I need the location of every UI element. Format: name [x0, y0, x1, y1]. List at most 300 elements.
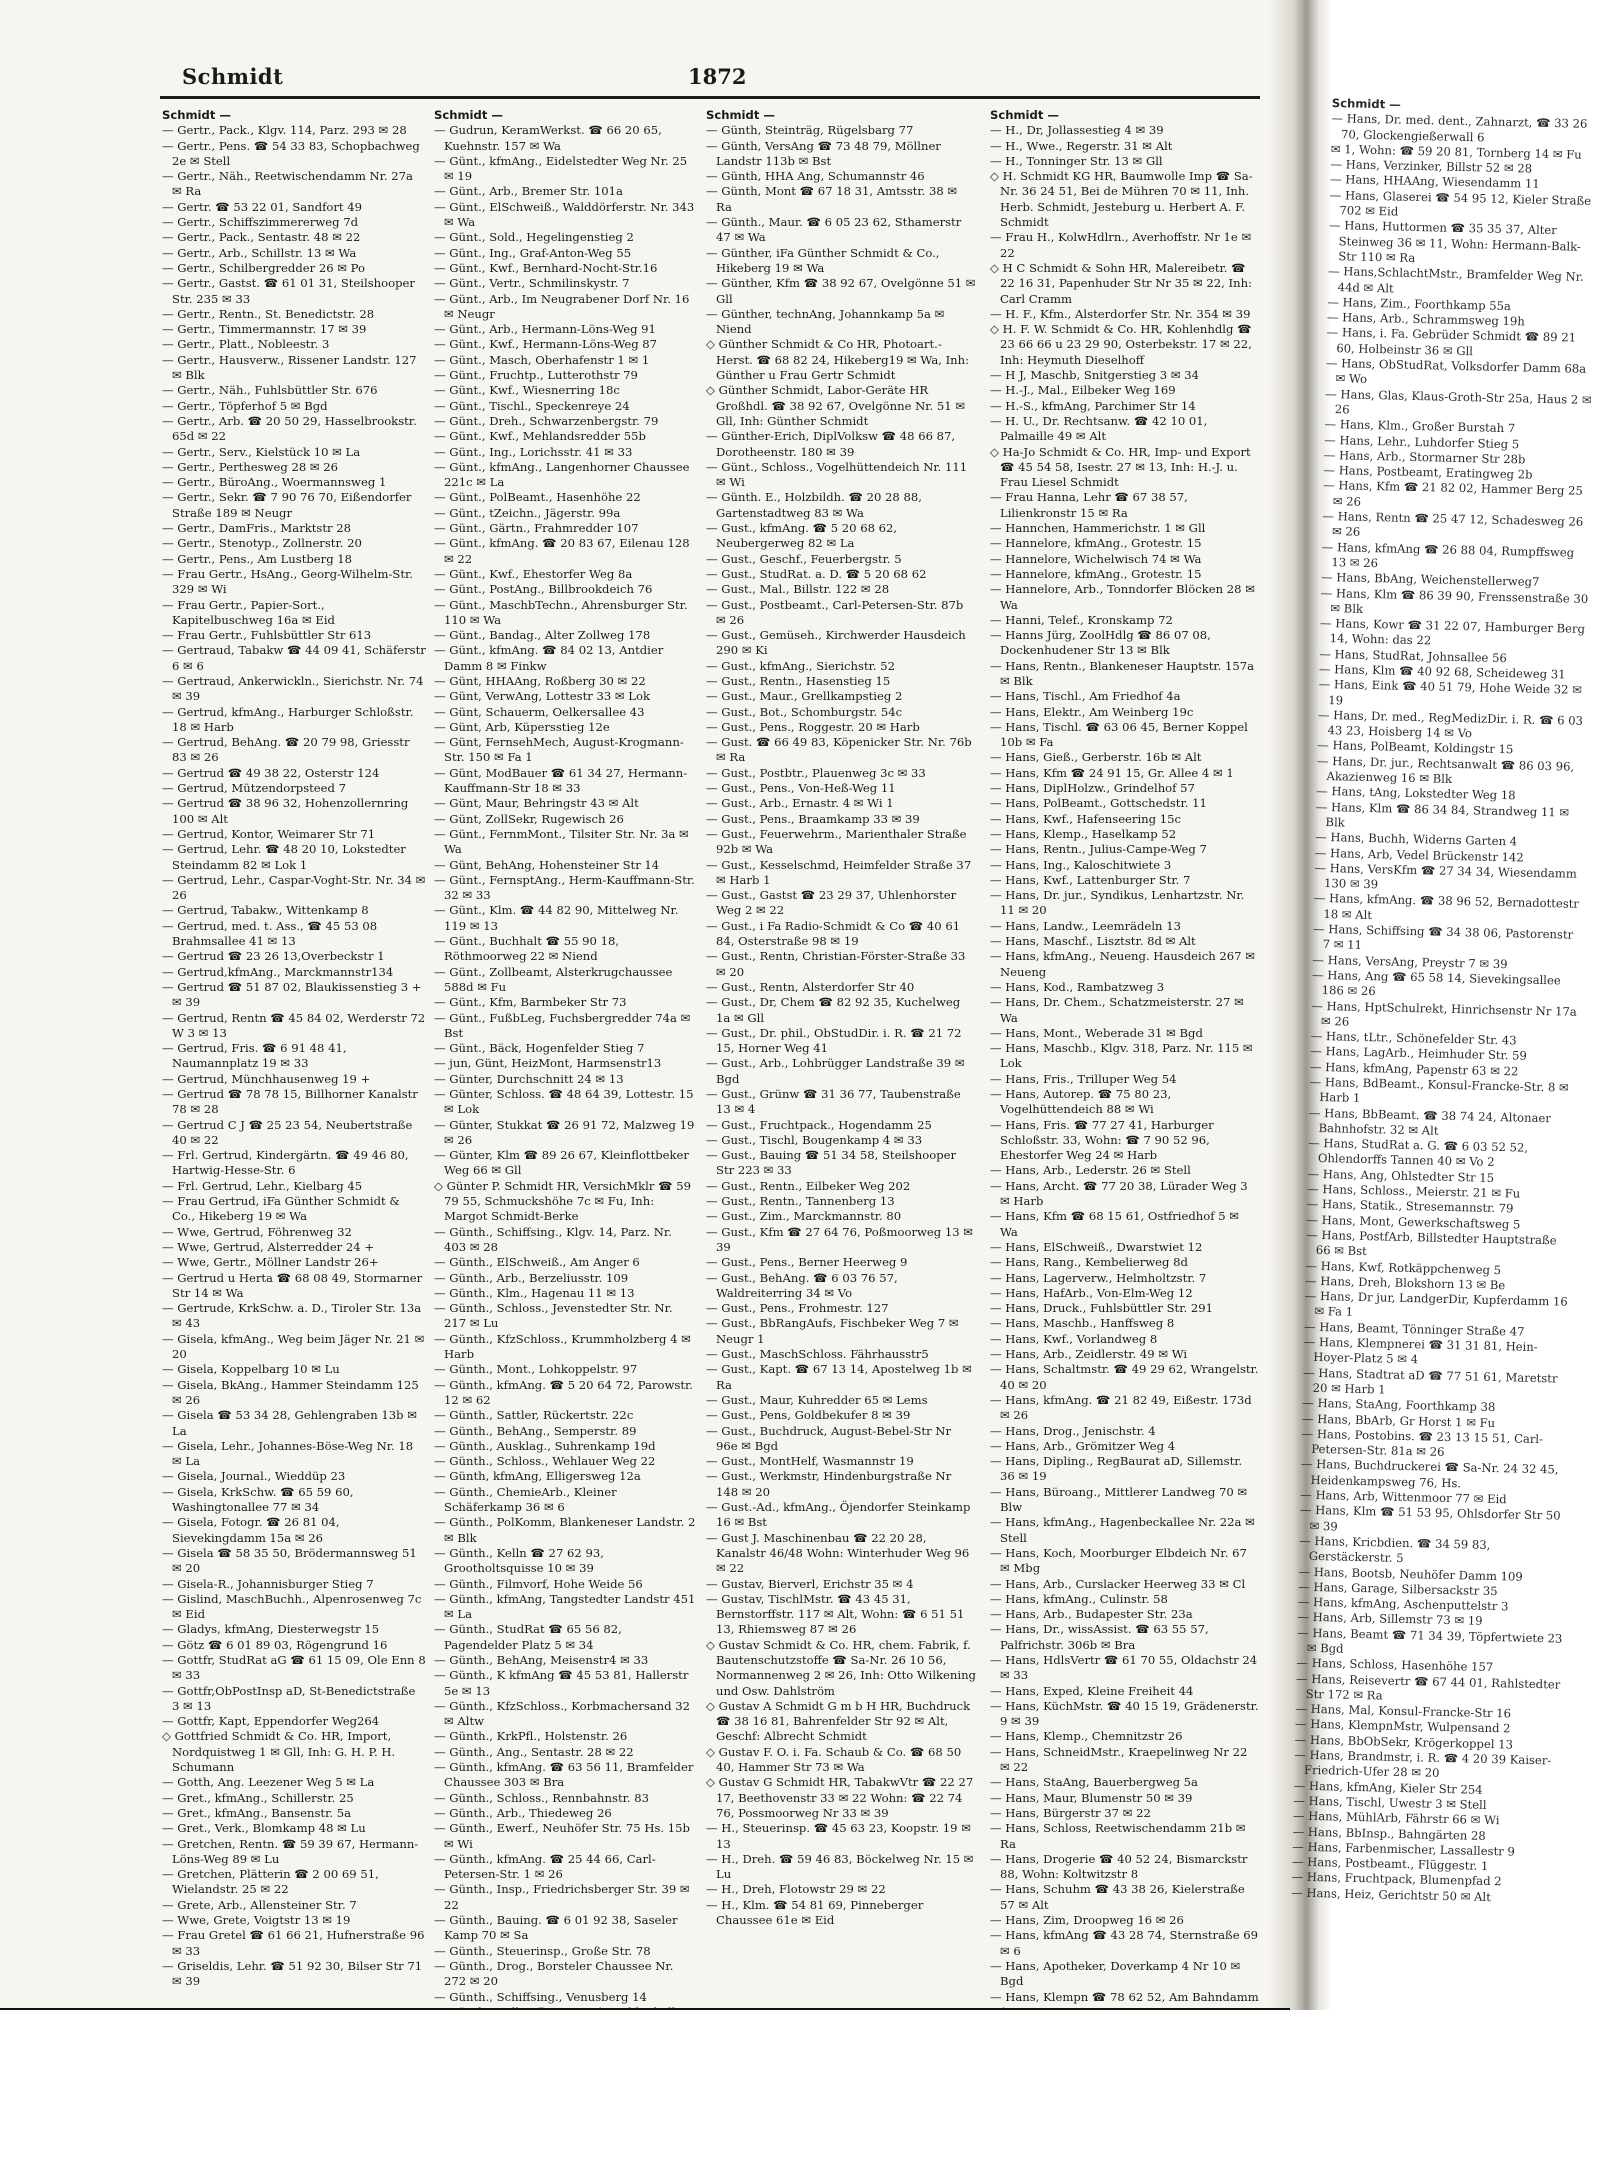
directory-entry: — H J, Maschb, Snitgerstieg 3 ✉ 34	[990, 368, 1199, 383]
directory-entry: — Hans, Schloss., Meierstr. 21 ✉ Fu	[1307, 1181, 1521, 1201]
directory-entry: — Hans, Bootsb, Neuhöfer Damm 109	[1298, 1564, 1523, 1584]
directory-entry: — Günth., K kfmAng ☎ 45 53 81, Hallerstr 5e ✉ 13	[434, 1668, 689, 1698]
directory-entry: — Hans, Kfm ☎ 68 15 61, Ostfriedhof 5 ✉ Wa	[990, 1209, 1239, 1239]
directory-entry: — Hans, ElSchweiß., Dwarstwiet 12	[990, 1239, 1203, 1254]
directory-entry: — Hans, Dr. jur., Rechtsanwalt ☎ 86 03 96, Akazienweg 16 ✉ Blk	[1316, 753, 1575, 786]
directory-entry: — Günth., kfmAng, Tangstedter Landstr 451 ✉ La	[434, 1591, 696, 1622]
directory-entry: — Günt., FernmMont., Tilsiter Str. Nr. 3a ✉ Wa	[434, 826, 689, 857]
directory-entry: — Gustav, TischlMstr. ☎ 43 45 31, Bernstorffstr. 117 ✉ Alt, Wohn: ☎ 6 51 51 13, Rhiemsweg 87 ✉ 26	[706, 1591, 965, 1637]
directory-entry: — Gust., Feuerwehrm., Marienthaler Straße 92b ✉ Wa	[706, 826, 967, 857]
directory-entry: — Hans, Brandmstr, i. R. ☎ 4 20 39 Kaiser-Friedrich-Ufer 28 ✉ 20	[1294, 1747, 1552, 1781]
directory-entry: — Hans, Kowr ☎ 31 22 07, Hamburger Berg 14, Wohn: das 22	[1319, 615, 1586, 648]
directory-entry: — Hannchen, Hammerichstr. 1 ✉ Gll	[990, 521, 1206, 536]
directory-entry: — Hans, Klemp., Haselkamp 52	[990, 826, 1177, 841]
directory-entry: — Günth., Schiffsing., Venusberg 14	[434, 1989, 647, 2004]
directory-entry: — Hans, kfmAng. ☎ 21 82 49, Eißestr. 173d ✉ 26	[990, 1392, 1252, 1423]
directory-entry: — Hans, Fris., Trilluper Weg 54	[990, 1071, 1177, 1086]
directory-entry: ◇ Günter P. Schmidt HR, VersichMklr ☎ 59 79 55, Schmuckshöhe 7c ✉ Fu, Inh: Margot Schmidt-Berke	[434, 1178, 691, 1224]
directory-entry: — Hans, Elektr., Am Weinberg 19c	[990, 704, 1194, 719]
directory-entry: — Günt., tZeichn., Jägerstr. 99a	[434, 505, 621, 520]
directory-entry: — Gust., Maur, Kuhredder 65 ✉ Lems	[706, 1392, 928, 1407]
directory-entry: — H. U., Dr. Rechtsanw. ☎ 42 10 01, Palmaille 49 ✉ Alt	[990, 413, 1208, 444]
directory-entry: — Hans, kfmAng ☎ 43 28 74, Sternstraße 69 ✉ 6	[990, 1928, 1259, 1958]
directory-entry: — Günt., Kwf., Ehestorfer Weg 8a	[434, 566, 633, 581]
column-4	[990, 108, 1260, 2004]
directory-entry: — Gust., Rentn., Eilbeker Weg 202	[706, 1178, 911, 1193]
directory-entry: — Wwe, Gertr., Möllner Landstr 26+	[162, 1255, 379, 1270]
directory-entry: — Hans, Ing., Kaloschitwiete 3	[990, 857, 1172, 872]
directory-entry: — Gertrud ☎ 51 87 02, Blaukissenstieg 3 + ✉ 39	[162, 979, 422, 1010]
directory-entry: — Gust., Geschf., Feuerbergstr. 5	[706, 551, 902, 566]
directory-entry: — Gust., Werkmstr, Hindenburgstraße Nr 148 ✉ 20	[706, 1469, 952, 1499]
directory-entry: — Gertrud ☎ 49 38 22, Osterstr 124	[162, 765, 380, 780]
directory-entry: — Gladys, kfmAng, Diesterwegstr 15	[162, 1622, 380, 1637]
directory-entry: — Frl. Gertrud, Lehr., Kielbarg 45	[162, 1178, 363, 1193]
directory-entry: — H., Dreh, Flotowstr 29 ✉ 22	[706, 1882, 886, 1897]
directory-entry: — Hans, Rentn., Blankeneser Hauptstr. 157a ✉ Blk	[990, 658, 1255, 688]
directory-entry: — Hans, Arb, Sillemstr 73 ✉ 19	[1297, 1610, 1483, 1629]
directory-entry: — Gertrud, Lehr., Caspar-Voght-Str. Nr. 34 ✉ 26	[162, 872, 426, 903]
directory-entry: — Günt., FernsptAng., Herm-Kauffmann-Str. 32 ✉ 33	[434, 872, 695, 903]
directory-entry: — Gertr., Arb., Schillstr. 13 ✉ Wa	[162, 245, 357, 260]
column-3	[706, 108, 976, 1958]
directory-entry: — H., Steuerinsp. ☎ 45 63 23, Koopstr. 19 ✉ 13	[706, 1821, 971, 1851]
directory-entry: — Hans, Drog., Jenischstr. 4	[990, 1423, 1156, 1438]
directory-entry: — Gust., BehAng. ☎ 6 03 76 57, Waldreiterring 34 ✉ Vo	[706, 1270, 898, 1300]
directory-entry: — Gust., Maur., Grellkampstieg 2	[706, 689, 903, 704]
directory-entry: — Gotth, Ang. Leezener Weg 5 ✉ La	[162, 1775, 375, 1790]
directory-entry: — Günth., BehAng., Semperstr. 89	[434, 1423, 637, 1438]
directory-entry: — Günth., kfmAng. ☎ 5 20 64 72, Parowstr. 12 ✉ 62	[434, 1377, 693, 1407]
directory-entry: — Günt, FernsehMech, August-Krogmann-Str. 150 ✉ Fa 1	[434, 735, 684, 765]
directory-entry: — Günth., Schloss., Jevenstedter Str. Nr. 217 ✉ Lu	[434, 1301, 673, 1331]
directory-entry: — Hans, kfmAng. ☎ 38 96 52, Bernadottestr 18 ✉ Alt	[1313, 891, 1580, 922]
directory-entry: — Günt., Bäck, Hogenfelder Stieg 7	[434, 1041, 645, 1056]
directory-entry: — Frau Gertr., Fuhlsbüttler Str 613	[162, 628, 372, 643]
directory-entry: — Gertr. ☎ 53 22 01, Sandfort 49	[162, 199, 363, 214]
directory-entry: — Gust. ☎ 66 49 83, Köpenicker Str. Nr. 76b ✉ Ra	[706, 735, 972, 765]
directory-entry: — Gertr., Perthesweg 28 ✉ 26	[162, 459, 339, 474]
directory-entry: — Hanns Jürg, ZoolHdlg ☎ 86 07 08, Dockenhudener Str 13 ✉ Blk	[990, 628, 1211, 658]
directory-entry: — Hans, Koch, Moorburger Elbdeich Nr. 67 ✉ Mbg	[990, 1545, 1247, 1576]
directory-entry: — Hans, kfmAng, Kieler Str 254	[1293, 1778, 1483, 1797]
directory-entry: — Hans, BbObSekr, Krögerkoppel 13	[1294, 1732, 1514, 1752]
directory-entry: ◇ H. F. W. Schmidt & Co. HR, Kohlenhdlg ☎ 23 66 66 u 23 29 90, Osterbekstr. 17 ✉ 22, Inh: Heymuth Dieselhoff	[990, 322, 1252, 367]
directory-entry: — Gisela, Koppelbarg 10 ✉ Lu	[162, 1362, 340, 1377]
directory-entry: — Gertrud ☎ 78 78 15, Billhorner Kanalstr 78 ✉ 28	[162, 1087, 418, 1117]
directory-entry: — Hans, tLtr., Schönefelder Str. 43	[1310, 1028, 1517, 1048]
directory-entry: ◇ Gottfried Schmidt & Co. HR, Import, Nordquistweg 1 ✉ Gll, Inh: G. H. P. H. Schumann	[162, 1729, 396, 1775]
directory-entry: — Günth., Schiffsing., Klgv. 14, Parz. Nr. 403 ✉ 28	[434, 1224, 672, 1254]
directory-entry: — Gust., kfmAng. ☎ 5 20 68 62, Neubergerweg 82 ✉ La	[706, 521, 898, 551]
directory-entry: — Hans, BdBeamt., Konsul-Francke-Str. 8 ✉ Harb 1	[1309, 1074, 1569, 1106]
directory-entry: — Hans, StaAng, Bauerbergweg 5a	[990, 1775, 1198, 1790]
directory-entry: — Frau Gertrud, iFa Günther Schmidt & Co., Hikeberg 19 ✉ Wa	[162, 1194, 400, 1224]
directory-entry: — Günt, VerwAng, Lottestr 33 ✉ Lok	[434, 689, 651, 704]
directory-entry: — Gertr., Näh., Fuhlsbüttler Str. 676	[162, 383, 378, 398]
header-rule	[160, 96, 1260, 99]
directory-entry: — Gertr., Serv., Kielstück 10 ✉ La	[162, 444, 361, 459]
directory-entry: — Gertrud, Tabakw., Wittenkamp 8	[162, 903, 369, 918]
directory-entry: — Günth., Kelln ☎ 27 62 93, Grootholtsquisse 10 ✉ 39	[434, 1545, 604, 1576]
directory-entry: — Hans, Klm ☎ 40 92 68, Scheideweg 31	[1318, 661, 1566, 682]
directory-entry: — Gret., kfmAng., Bansenstr. 5a	[162, 1805, 351, 1820]
directory-entry: — Gretchen, Plätterin ☎ 2 00 69 51, Wielandstr. 25 ✉ 22	[162, 1867, 379, 1897]
directory-entry: — Gertr., DamFris., Marktstr 28	[162, 521, 352, 536]
directory-entry: — Frau Gretel ☎ 61 66 21, Hufnerstraße 96 ✉ 33	[162, 1928, 425, 1958]
directory-entry: — H., Dreh. ☎ 59 46 83, Böckelweg Nr. 15 ✉ Lu	[706, 1851, 974, 1882]
directory-entry: — Gertr., Hausverw., Rissener Landstr. 127 ✉ Blk	[162, 352, 417, 383]
directory-entry: — Günt., Fruchtp., Lutterothstr 79	[434, 368, 638, 383]
directory-entry: — Gust., Kesselschmd, Heimfelder Straße 37 ✉ Harb 1	[706, 857, 972, 887]
directory-entry: — Hans, PolBeamt, Koldingstr 15	[1317, 738, 1514, 757]
directory-entry: — Hans, kfmAng., Hagenbeckallee Nr. 22a ✉ Stell	[990, 1515, 1255, 1545]
directory-entry: — Gretchen, Rentn. ☎ 59 39 67, Hermann-Löns-Weg 89 ✉ Lu	[162, 1836, 419, 1866]
directory-entry: — Hannelore, Arb., Tonndorfer Blöcken 28 ✉ Wa	[990, 582, 1255, 612]
directory-entry: — Günt., Tischl., Speckenreye 24	[434, 398, 630, 413]
directory-entry: — Gust., Zim., Marckmannstr. 80	[706, 1209, 902, 1224]
directory-entry: — Hans, BbBeamt. ☎ 38 74 24, Altonaer Bahnhofstr. 32 ✉ Alt	[1308, 1105, 1552, 1138]
directory-entry: — Hans, Beamt ☎ 71 34 39, Töpfertwiete 23 ✉ Bgd	[1296, 1625, 1563, 1656]
directory-entry: — Hans, Schloss, Hasenhöhe 157	[1296, 1655, 1494, 1675]
directory-entry: — Gust., Gemüseh., Kirchwerder Hausdeich 290 ✉ Ki	[706, 628, 966, 658]
directory-entry: — Wwe, Gertrud, Föhrenweg 32	[162, 1224, 352, 1239]
directory-entry: — Hans, Statik., Stresemannstr. 79	[1306, 1197, 1514, 1216]
directory-entry: — Günter, Stukkat ☎ 26 91 72, Malzweg 19 ✉ 26	[434, 1117, 695, 1147]
directory-entry: — Gertrud C J ☎ 25 23 54, Neubertstraße 40 ✉ 22	[162, 1117, 413, 1147]
directory-entry: — Hans, Autorep. ☎ 75 80 23, Vogelhüttendeich 88 ✉ Wi	[990, 1087, 1172, 1117]
directory-entry: — Hans, KüchMstr. ☎ 40 15 19, Grädenerstr. 9 ✉ 39	[990, 1698, 1259, 1729]
column-entries	[706, 123, 976, 1928]
directory-entry: — Hans,SchlachtMstr., Bramfelder Weg Nr. 44d ✉ Alt	[1327, 264, 1584, 296]
directory-entry: — Hans, Buchh, Widerns Garten 4	[1315, 830, 1518, 849]
directory-entry: — Gertr., Pack., Sentastr. 48 ✉ 22	[162, 230, 361, 245]
directory-entry: — Götz ☎ 6 01 89 03, Rögengrund 16	[162, 1637, 388, 1652]
directory-entry: ◇ Günther Schmidt & Co HR, Photoart.-Herst. ☎ 68 82 24, Hikeberg19 ✉ Wa, Inh: Günther u Frau Gertr Schmidt	[706, 337, 970, 383]
directory-entry: — Günt., Schloss., Vogelhüttendeich Nr. 111 ✉ Wi	[706, 459, 968, 490]
directory-entry: — Günth., ElSchweiß., Am Anger 6	[434, 1255, 640, 1270]
directory-entry: — Gisela, KrkSchw. ☎ 65 59 60, Washingtonallee 77 ✉ 34	[162, 1484, 354, 1515]
directory-entry: — Hans, Mont, Gewerkschaftsweg 5	[1306, 1212, 1521, 1232]
directory-entry: — Gust., Mal., Billstr. 122 ✉ 28	[706, 582, 890, 597]
directory-entry: — Frau Gertr., Papier-Sort., Kapitelbuschweg 16a ✉ Eid	[162, 597, 335, 627]
directory-entry: — Gertr., Gastst. ☎ 61 01 31, Steilshooper Str. 235 ✉ 33	[162, 276, 415, 306]
directory-entry: — Gust., Rentn, Christian-Förster-Straße 33 ✉ 20	[706, 949, 966, 979]
directory-entry: — Gottfr, StudRat aG ☎ 61 15 09, Ole Enn 8 ✉ 33	[162, 1652, 426, 1683]
directory-entry: — Günt., Kwf., Hermann-Löns-Weg 87	[434, 337, 658, 352]
directory-entry: — Gertrud, Mützendorpsteed 7	[162, 781, 347, 796]
column-entries	[162, 123, 426, 1989]
directory-entry: — Gertr., Pack., Klgv. 114, Parz. 293 ✉ 28	[162, 123, 407, 138]
directory-entry: — Günt., Sold., Hegelingenstieg 2	[434, 230, 634, 245]
directory-entry: — Hans, Maur, Blumenstr 50 ✉ 39	[990, 1790, 1193, 1805]
directory-entry: — Hans, tAng, Lokstedter Weg 18	[1316, 784, 1516, 803]
directory-entry: — Gisela ☎ 58 35 50, Brödermannsweg 51 ✉ 20	[162, 1545, 417, 1576]
directory-entry: — Gust., Buchdruck, August-Bebel-Str Nr 96e ✉ Bgd	[706, 1423, 951, 1453]
directory-entry: — Günt., kfmAng. ☎ 20 83 67, Eilenau 128 ✉ 22	[434, 536, 690, 566]
directory-entry: — Gertrud, BehAng. ☎ 20 79 98, Griesstr 83 ✉ 26	[162, 735, 410, 765]
directory-entry: — Gust., Pens., Braamkamp 33 ✉ 39	[706, 811, 920, 826]
directory-entry: — Hans, Dr jur, LandgerDir, Kupferdamm 16 ✉ Fa 1	[1304, 1288, 1568, 1320]
directory-entry: — Gertrude, KrkSchw. a. D., Tiroler Str. 13a ✉ 43	[162, 1301, 422, 1331]
directory-entry: ◇ H. Schmidt KG HR, Baumwolle Imp ☎ Sa-Nr. 36 24 51, Bei de Mühren 70 ✉ 11, Inh. Herb. Schmidt, Jesteburg u. Herbert A. F. Schmidt	[990, 169, 1253, 230]
directory-entry: ◇ Günther Schmidt, Labor-Geräte HR Großhdl. ☎ 38 92 67, Ovelgönne Nr. 51 ✉ Gll, Inh: Günther Schmidt	[706, 383, 966, 428]
directory-entry: — Hans, HptSchulrekt, Hinrichsenstr Nr 17a ✉ 26	[1311, 998, 1577, 1029]
directory-entry: — Gertrud, Kontor, Weimarer Str 71	[162, 826, 376, 841]
directory-entry: ◇ Gustav A Schmidt G m b H HR, Buchdruck ☎ 38 16 81, Bahrenfelder Str 92 ✉ Alt, Geschf: Albrecht Schmidt	[706, 1698, 971, 1744]
column-head: Schmidt —	[434, 108, 504, 122]
directory-entry: — Hans, Arb., Schrammsweg 19h	[1326, 310, 1525, 329]
running-head-name: Schmidt	[182, 64, 284, 89]
directory-entry: — Günt., Zollbeamt, Alsterkrugchaussee 588d ✉ Fu	[434, 964, 673, 994]
directory-entry: — Hans, Postbeamt, Eratingweg 2b	[1323, 463, 1533, 482]
directory-entry: — H. F., Kfm., Alsterdorfer Str. Nr. 354 ✉ 39	[990, 306, 1251, 321]
directory-entry: — Günt., Ing., Graf-Anton-Weg 55	[434, 245, 632, 260]
directory-entry: — Günth., Ewerf., Neuhöfer Str. 75 Hs. 15b ✉ Wi	[434, 1821, 690, 1851]
directory-entry: — Günt., Arb., Bremer Str. 101a	[434, 184, 623, 199]
directory-entry: — Hans, Kwf., Vorlandweg 8	[990, 1331, 1158, 1346]
directory-entry: — Günth., Steuerinsp., Große Str. 78	[434, 1943, 651, 1958]
directory-entry: — Gust., BbRangAufs, Fischbeker Weg 7 ✉ Neugr 1	[706, 1316, 959, 1346]
directory-entry: — Hans, Klempn ☎ 78 62 52, Am Bahndamm	[990, 1989, 1259, 2004]
directory-entry: — Gertr., Näh., Reetwischendamm Nr. 27a ✉ Ra	[162, 169, 413, 199]
directory-entry: — Hans, Kwf., Lattenburger Str. 7	[990, 872, 1191, 887]
directory-entry: — Wwe, Grete, Voigtstr 13 ✉ 19	[162, 1913, 351, 1928]
directory-entry: — Günther, technAng, Johannkamp 5a ✉ Niend	[706, 306, 945, 337]
directory-entry: — Hans, Klm ☎ 86 34 84, Strandweg 11 ✉ Blk	[1315, 799, 1570, 830]
directory-entry: — Gisela-R., Johannisburger Stieg 7	[162, 1576, 374, 1591]
directory-entry: — Günth., Arb., Thiedeweg 26	[434, 1805, 612, 1820]
directory-entry: — Gudrun, KeramWerkst. ☎ 66 20 65, Kuehnstr. 157 ✉ Wa	[434, 123, 662, 153]
directory-entry: — Günth., Arb., Berzeliusstr. 109	[434, 1270, 629, 1285]
directory-entry: — Gust., Rentn., Hasenstieg 15	[706, 673, 891, 688]
directory-entry: — Hans, Glas, Klaus-Groth-Str 25a, Haus 2 ✉ 26	[1325, 386, 1592, 417]
directory-entry: — Günth, Steinträg, Rügelsbarg 77	[706, 123, 914, 138]
directory-entry: — Günt., MaschbTechn., Ahrensburger Str. 110 ✉ Wa	[434, 597, 688, 627]
directory-entry: — Hans, Verzinker, Billstr 52 ✉ 28	[1330, 157, 1533, 176]
column-entries	[1291, 111, 1600, 1906]
directory-entry: — Gust., Pens., Von-Heß-Weg 11	[706, 781, 896, 796]
directory-entry: — Gust., Bauing ☎ 51 34 58, Steilshooper Str 223 ✉ 33	[706, 1148, 957, 1178]
directory-entry: — Günth., kfmAng. ☎ 63 56 11, Bramfelder Chaussee 303 ✉ Bra	[434, 1760, 694, 1790]
directory-entry: — Gust., Bot., Schomburgstr. 54c	[706, 704, 903, 719]
directory-entry: — Hans, Maschb., Klgv. 318, Parz. Nr. 115 ✉ Lok	[990, 1041, 1253, 1071]
directory-entry: — Gertrud, Fris. ☎ 6 91 48 41, Naumannplatz 19 ✉ 33	[162, 1041, 347, 1071]
directory-entry: — Günth., Klm., Hagenau 11 ✉ 13	[434, 1285, 635, 1300]
page-number: 1872	[688, 64, 747, 89]
directory-entry: — Günt, Arb, Küpersstieg 12e	[434, 719, 610, 734]
directory-entry: — Hans, Farbenmischer, Lassallestr 9	[1292, 1839, 1515, 1859]
directory-entry: — Günth. E., Holzbildh. ☎ 20 28 88, Gartenstadtweg 83 ✉ Wa	[706, 490, 922, 520]
directory-entry: ✉ 1, Wohn: ☎ 59 20 81, Tornberg 14 ✉ Fu	[1330, 141, 1582, 162]
directory-entry: — Hans, KlempnMstr, Wulpensand 2	[1294, 1717, 1511, 1736]
directory-entry: — Hans, Klm ☎ 86 39 90, Frenssenstraße 30 ✉ Blk	[1320, 585, 1589, 616]
directory-entry: — Hans, StudRat a. G. ☎ 6 03 52 52, Ohlendorffs Tannen 40 ✉ Vo 2	[1308, 1135, 1529, 1170]
directory-entry: — Hans, MühlArb, Fährstr 66 ✉ Wi	[1292, 1808, 1500, 1828]
directory-entry: — Hans, Eink ☎ 40 51 79, Hohe Weide 32 ✉ 19	[1318, 677, 1583, 707]
directory-entry: — Hans, Schaltmstr. ☎ 49 29 62, Wrangelstr. 40 ✉ 20	[990, 1362, 1259, 1392]
directory-entry: — Günther, Kfm ☎ 38 92 67, Ovelgönne 51 ✉ Gll	[706, 276, 976, 306]
directory-entry: — Günt, HHAAng, Roßberg 30 ✉ 22	[434, 673, 646, 688]
directory-entry: — Günth., StudRat ☎ 65 56 82, Pagendelder Platz 5 ✉ 34	[434, 1622, 622, 1652]
directory-entry: — Hans, Zim., Foorthkamp 55a	[1327, 294, 1512, 313]
directory-entry: — Hans, Maschb., Hanffsweg 8	[990, 1316, 1175, 1331]
directory-entry: — Gertr., Schiffszimmererweg 7d	[162, 215, 359, 230]
directory-entry: — Hans, kfmAng ☎ 26 88 04, Rumpffsweg 13 ✉ 26	[1321, 539, 1575, 571]
directory-entry: — Hans, Tischl, Uwestr 3 ✉ Stell	[1293, 1793, 1487, 1812]
directory-entry: — Günth., Bauing. ☎ 6 01 92 38, Saseler Kamp 70 ✉ Sa	[434, 1913, 678, 1943]
directory-entry: — H., Tonninger Str. 13 ✉ Gll	[990, 153, 1163, 168]
directory-entry: — Hans, Archt. ☎ 77 20 38, Lürader Weg 3 ✉ Harb	[990, 1178, 1248, 1209]
column-head: Schmidt —	[1331, 96, 1401, 112]
directory-entry: — Hans, Büroang., Mittlerer Landweg 70 ✉ Blw	[990, 1484, 1248, 1515]
directory-entry: — Hans, Kricbdien. ☎ 34 59 83, Gerstäckerstr. 5	[1299, 1533, 1491, 1566]
directory-entry: — Hans, HdlsVertr ☎ 61 70 55, Oldachstr 24 ✉ 33	[990, 1652, 1258, 1683]
directory-entry: — Gottfr, Kapt, Eppendorfer Weg264	[162, 1714, 380, 1729]
directory-entry: — Günt., Kwf., Bernhard-Nocht-Str.16	[434, 260, 658, 275]
directory-entry: — Günt., PostAng., Billbrookdeich 76	[434, 582, 653, 597]
directory-entry: — Hans, BbArb, Gr Horst 1 ✉ Fu	[1301, 1411, 1496, 1430]
directory-entry: — Hans, Kwf., Hafenseering 15c	[990, 811, 1181, 826]
column-entries	[990, 123, 1260, 2020]
directory-entry: — Günt., FußbLeg, Fuchsbergredder 74a ✉ Bst	[434, 1010, 691, 1040]
directory-entry: — Wwe, Gertrud, Alsterredder 24 +	[162, 1239, 375, 1254]
directory-entry: — Hans, i. Fa. Gebrüder Schmidt ☎ 89 21 60, Holbeinstr 36 ✉ Gll	[1326, 325, 1577, 359]
directory-entry: — Gertr., Timmermannstr. 17 ✉ 39	[162, 322, 367, 337]
directory-entry: — Hans, Dr., wissAssist. ☎ 63 55 57, Palfrichstr. 306b ✉ Bra	[990, 1622, 1209, 1652]
directory-entry: — Hans, Reisevertr ☎ 67 44 01, Rahlstedter Str 172 ✉ Ra	[1295, 1671, 1561, 1703]
directory-entry: — Günt., Buchhalt ☎ 55 90 18, Röthmoorweg 22 ✉ Niend	[434, 934, 620, 964]
directory-entry: — Hannelore, kfmAng., Grotestr. 15	[990, 536, 1202, 551]
directory-entry: — Gottfr,ObPostInsp aD, St-Benedictstraße 3 ✉ 13	[162, 1683, 416, 1713]
directory-entry: — Gust., Dr, Chem ☎ 82 92 35, Kuchelweg 1a ✉ Gll	[706, 995, 961, 1025]
directory-entry: — Günt., Kwf., Wiesnerring 18c	[434, 383, 620, 398]
directory-entry: — Hans, Heiz, Gerichtstr 50 ✉ Alt	[1291, 1885, 1492, 1904]
directory-entry: — Gertr., BüroAng., Woermannsweg 1	[162, 475, 387, 490]
directory-entry: — Hans, Dr. med., RegMedizDir. i. R. ☎ 6 03 43 23, Hoisberg 14 ✉ Vo	[1317, 707, 1584, 741]
directory-entry: — Günt., kfmAng. ☎ 84 02 13, Antdier Damm 8 ✉ Finkw	[434, 643, 664, 673]
directory-entry: — Hans, Postbeamt., Flüggestr. 1	[1291, 1854, 1489, 1874]
column-head: Schmidt —	[990, 108, 1060, 122]
column-entries	[434, 123, 696, 2035]
directory-entry: — Hanni, Telef., Kronskamp 72	[990, 612, 1173, 627]
directory-entry: — Günth., Drog., Borsteler Chaussee Nr. 272 ✉ 20	[434, 1958, 674, 1989]
directory-entry: — Hans, HafArb., Von-Elm-Weg 12	[990, 1285, 1193, 1300]
column-1	[162, 108, 426, 1989]
directory-entry: ◇ H C Schmidt & Sohn HR, Malereibetr. ☎ 22 16 31, Papenhuder Str Nr 35 ✉ 22, Inh: Carl Cramm	[990, 260, 1252, 306]
column-head: Schmidt —	[706, 108, 776, 122]
directory-entry: — Gertrud, Lehr. ☎ 48 20 10, Lokstedter Steindamm 82 ✉ Lok 1	[162, 842, 406, 872]
directory-entry: — Gertr., Platt., Nobleestr. 3	[162, 337, 330, 352]
directory-entry: — Hans, Druck., Fuhlsbüttler Str. 291	[990, 1301, 1213, 1316]
directory-entry: — Hans, Garage, Silbersackstr 35	[1298, 1579, 1498, 1598]
directory-entry: — Hans, Gieß., Gerberstr. 16b ✉ Alt	[990, 750, 1202, 765]
directory-entry: — Hans, Dr. Chem., Schatzmeisterstr. 27 ✉ Wa	[990, 995, 1244, 1025]
directory-entry: — Gust., StudRat. a. D. ☎ 5 20 68 62	[706, 566, 927, 581]
directory-entry: — Gust., Postbtr., Plauenweg 3c ✉ 33	[706, 765, 926, 780]
directory-entry: — Gust., MaschSchloss. Fährhausstr5	[706, 1347, 929, 1362]
directory-entry: — Gisela, kfmAng., Weg beim Jäger Nr. 21 ✉ 20	[162, 1331, 425, 1362]
directory-entry: — Gust., Rentn., Tannenberg 13	[706, 1194, 895, 1209]
directory-entry: — Griseldis, Lehr. ☎ 51 92 30, Bilser Str 71 ✉ 39	[162, 1958, 423, 1989]
directory-entry: — Hans, Arb., Grömitzer Weg 4	[990, 1438, 1176, 1453]
directory-entry: — Günt., Dreh., Schwarzenbergstr. 79	[434, 413, 659, 428]
column-5-facing	[1290, 96, 1600, 1952]
directory-entry: — Günth., PolKomm, Blankeneser Landstr. 2 ✉ Blk	[434, 1515, 696, 1545]
directory-entry: — Gret., kfmAng., Schillerstr. 25	[162, 1790, 354, 1805]
directory-entry: — Gertr., Sekr. ☎ 7 90 76 70, Eißendorfer Straße 189 ✉ Neugr	[162, 490, 412, 520]
directory-entry: — Hans, Klemp., Chemnitzstr 26	[990, 1729, 1183, 1744]
directory-entry: — Gisela ☎ 53 34 28, Gehlengraben 13b ✉ La	[162, 1408, 418, 1438]
directory-entry: — Gertrud u Herta ☎ 68 08 49, Stormarner Str 14 ✉ Wa	[162, 1270, 423, 1300]
directory-entry: — Gust., i Fa Radio-Schmidt & Co ☎ 40 61 84, Osterstraße 98 ✉ 19	[706, 918, 961, 949]
directory-entry: — Günt., Vertr., Schmilinskystr. 7	[434, 276, 630, 291]
directory-entry: — Hans, Arb., Zeidlerstr. 49 ✉ Wi	[990, 1347, 1188, 1362]
directory-entry: — Hannelore, kfmAng., Grotestr. 15	[990, 566, 1202, 581]
directory-entry: — Günth., Sattler, Rückertstr. 22c	[434, 1408, 634, 1423]
directory-entry: — H., Dr, Jollassestieg 4 ✉ 39	[990, 123, 1164, 138]
directory-entry: — Hans, PolBeamt., Gottschedstr. 11	[990, 796, 1207, 811]
directory-entry: — Hans, BbAng, Weichenstellerweg7	[1320, 570, 1540, 590]
directory-entry: — Gisela, Lehr., Johannes-Böse-Weg Nr. 18 ✉ La	[162, 1438, 414, 1469]
directory-entry: — Grete, Arb., Allensteiner Str. 7	[162, 1897, 357, 1912]
directory-entry: — Hans, HHAAng, Wiesendamm 11	[1329, 172, 1540, 192]
directory-entry: — Günth., Ausklag., Suhrenkamp 19d	[434, 1438, 656, 1453]
directory-entry: — Günt., kfmAng., Langenhorner Chaussee 221c ✉ La	[434, 459, 690, 490]
directory-entry: — Hans, Zim, Droopweg 16 ✉ 26	[990, 1913, 1184, 1928]
directory-entry: — jun, Günt, HeizMont, Harmsenstr13	[434, 1056, 662, 1071]
directory-entry: — Hans, Postobins. ☎ 23 13 15 51, Carl-Petersen-Str. 81a ✉ 26	[1301, 1426, 1544, 1460]
directory-entry: — Hans, Schuhm ☎ 43 38 26, Kielerstraße 57 ✉ Alt	[990, 1882, 1245, 1912]
directory-entry: — Günth, VersAng ☎ 73 48 79, Möllner Landstr 113b ✉ Bst	[706, 138, 941, 168]
directory-entry: — Günter, Durchschnitt 24 ✉ 13	[434, 1071, 624, 1086]
directory-entry: — Gertr., Stenotyp., Zollnerstr. 20	[162, 536, 362, 551]
directory-entry: — Gertrud, Rentn ☎ 45 84 02, Werderstr 72 W 3 ✉ 13	[162, 1010, 426, 1040]
directory-entry: — Günt, ModBauer ☎ 61 34 27, Hermann-Kauffmann-Str 18 ✉ 33	[434, 765, 688, 796]
directory-entry: — Hans, Arb, Vedel Brückenstr 142	[1314, 845, 1524, 865]
directory-entry: — Hans, Klm., Großer Burstah 7	[1324, 417, 1516, 436]
directory-entry: — Gertr., Pens., Am Lustberg 18	[162, 551, 353, 566]
directory-entry: — Günt, Schauerm, Oelkersallee 43	[434, 704, 645, 719]
directory-entry: — Gust., MontHelf, Wasmannstr 19	[706, 1454, 914, 1469]
directory-entry: — Hans, Dr. med. dent., Zahnarzt, ☎ 33 26 70, Glockengießerwall 6	[1331, 111, 1588, 145]
directory-entry: — Hans, Arb., Budapester Str. 23a	[990, 1607, 1193, 1622]
directory-entry: — Günt., kfmAng., Eidelstedter Weg Nr. 25 ✉ 19	[434, 153, 688, 184]
directory-entry: — Gust., Gastst ☎ 23 29 37, Uhlenhorster Weg 2 ✉ 22	[706, 888, 957, 918]
directory-entry: — Hans, StaAng, Foorthkamp 38	[1302, 1395, 1496, 1415]
directory-entry: — Hans, Dipling., RegBaurat aD, Sillemstr. 36 ✉ 19	[990, 1454, 1243, 1484]
directory-entry: — Hans, Rang., Kembelierweg 8d	[990, 1255, 1188, 1270]
directory-entry: — Gertr., Schilbergredder 26 ✉ Po	[162, 260, 365, 275]
directory-entry: — Günt., Arb., Hermann-Löns-Weg 91	[434, 322, 656, 337]
directory-entry: — Hans, VersAng, Preystr 7 ✉ 39	[1312, 952, 1508, 971]
directory-entry: — Hans, Apotheker, Doverkamp 4 Nr 10 ✉ Bgd	[990, 1958, 1241, 1989]
directory-entry: — Gust., Tischl, Bougenkamp 4 ✉ 33	[706, 1132, 923, 1147]
directory-entry: — Günth, HHA Ang, Schumannstr 46	[706, 169, 925, 184]
directory-entry: — Hannelore, Wichelwisch 74 ✉ Wa	[990, 551, 1202, 566]
column-head: Schmidt —	[162, 108, 232, 122]
directory-entry: — Gust., Arb., Ernastr. 4 ✉ Wi 1	[706, 796, 894, 811]
directory-entry: — Hans, Glaserei ☎ 54 95 12, Kieler Straße 702 ✉ Eid	[1329, 187, 1592, 219]
directory-entry: — Hans, Fris. ☎ 77 27 41, Harburger Schloßstr. 33, Wohn: ☎ 7 90 52 96, Ehestorfer Weg 24 ✉ Harb	[990, 1117, 1214, 1163]
directory-entry: — Hans, Huttormen ☎ 35 35 37, Alter Steinweg 36 ✉ 11, Wohn: Hermann-Balk-Str 110 ✉ Ra	[1328, 218, 1582, 265]
directory-entry: — Hans, Bürgerstr 37 ✉ 22	[990, 1805, 1151, 1820]
directory-entry: — Hans, VersKfm ☎ 27 34 34, Wiesendamm 130 ✉ 39	[1314, 860, 1577, 892]
directory-entry: — Gust., Pens., Berner Heerweg 9	[706, 1255, 908, 1270]
directory-entry: — Hans, Arb., Lederstr. 26 ✉ Stell	[990, 1163, 1191, 1178]
directory-entry: — H., Wwe., Regerstr. 31 ✉ Alt	[990, 138, 1173, 153]
directory-entry: — Günt., Ing., Lorichsstr. 41 ✉ 33	[434, 444, 633, 459]
